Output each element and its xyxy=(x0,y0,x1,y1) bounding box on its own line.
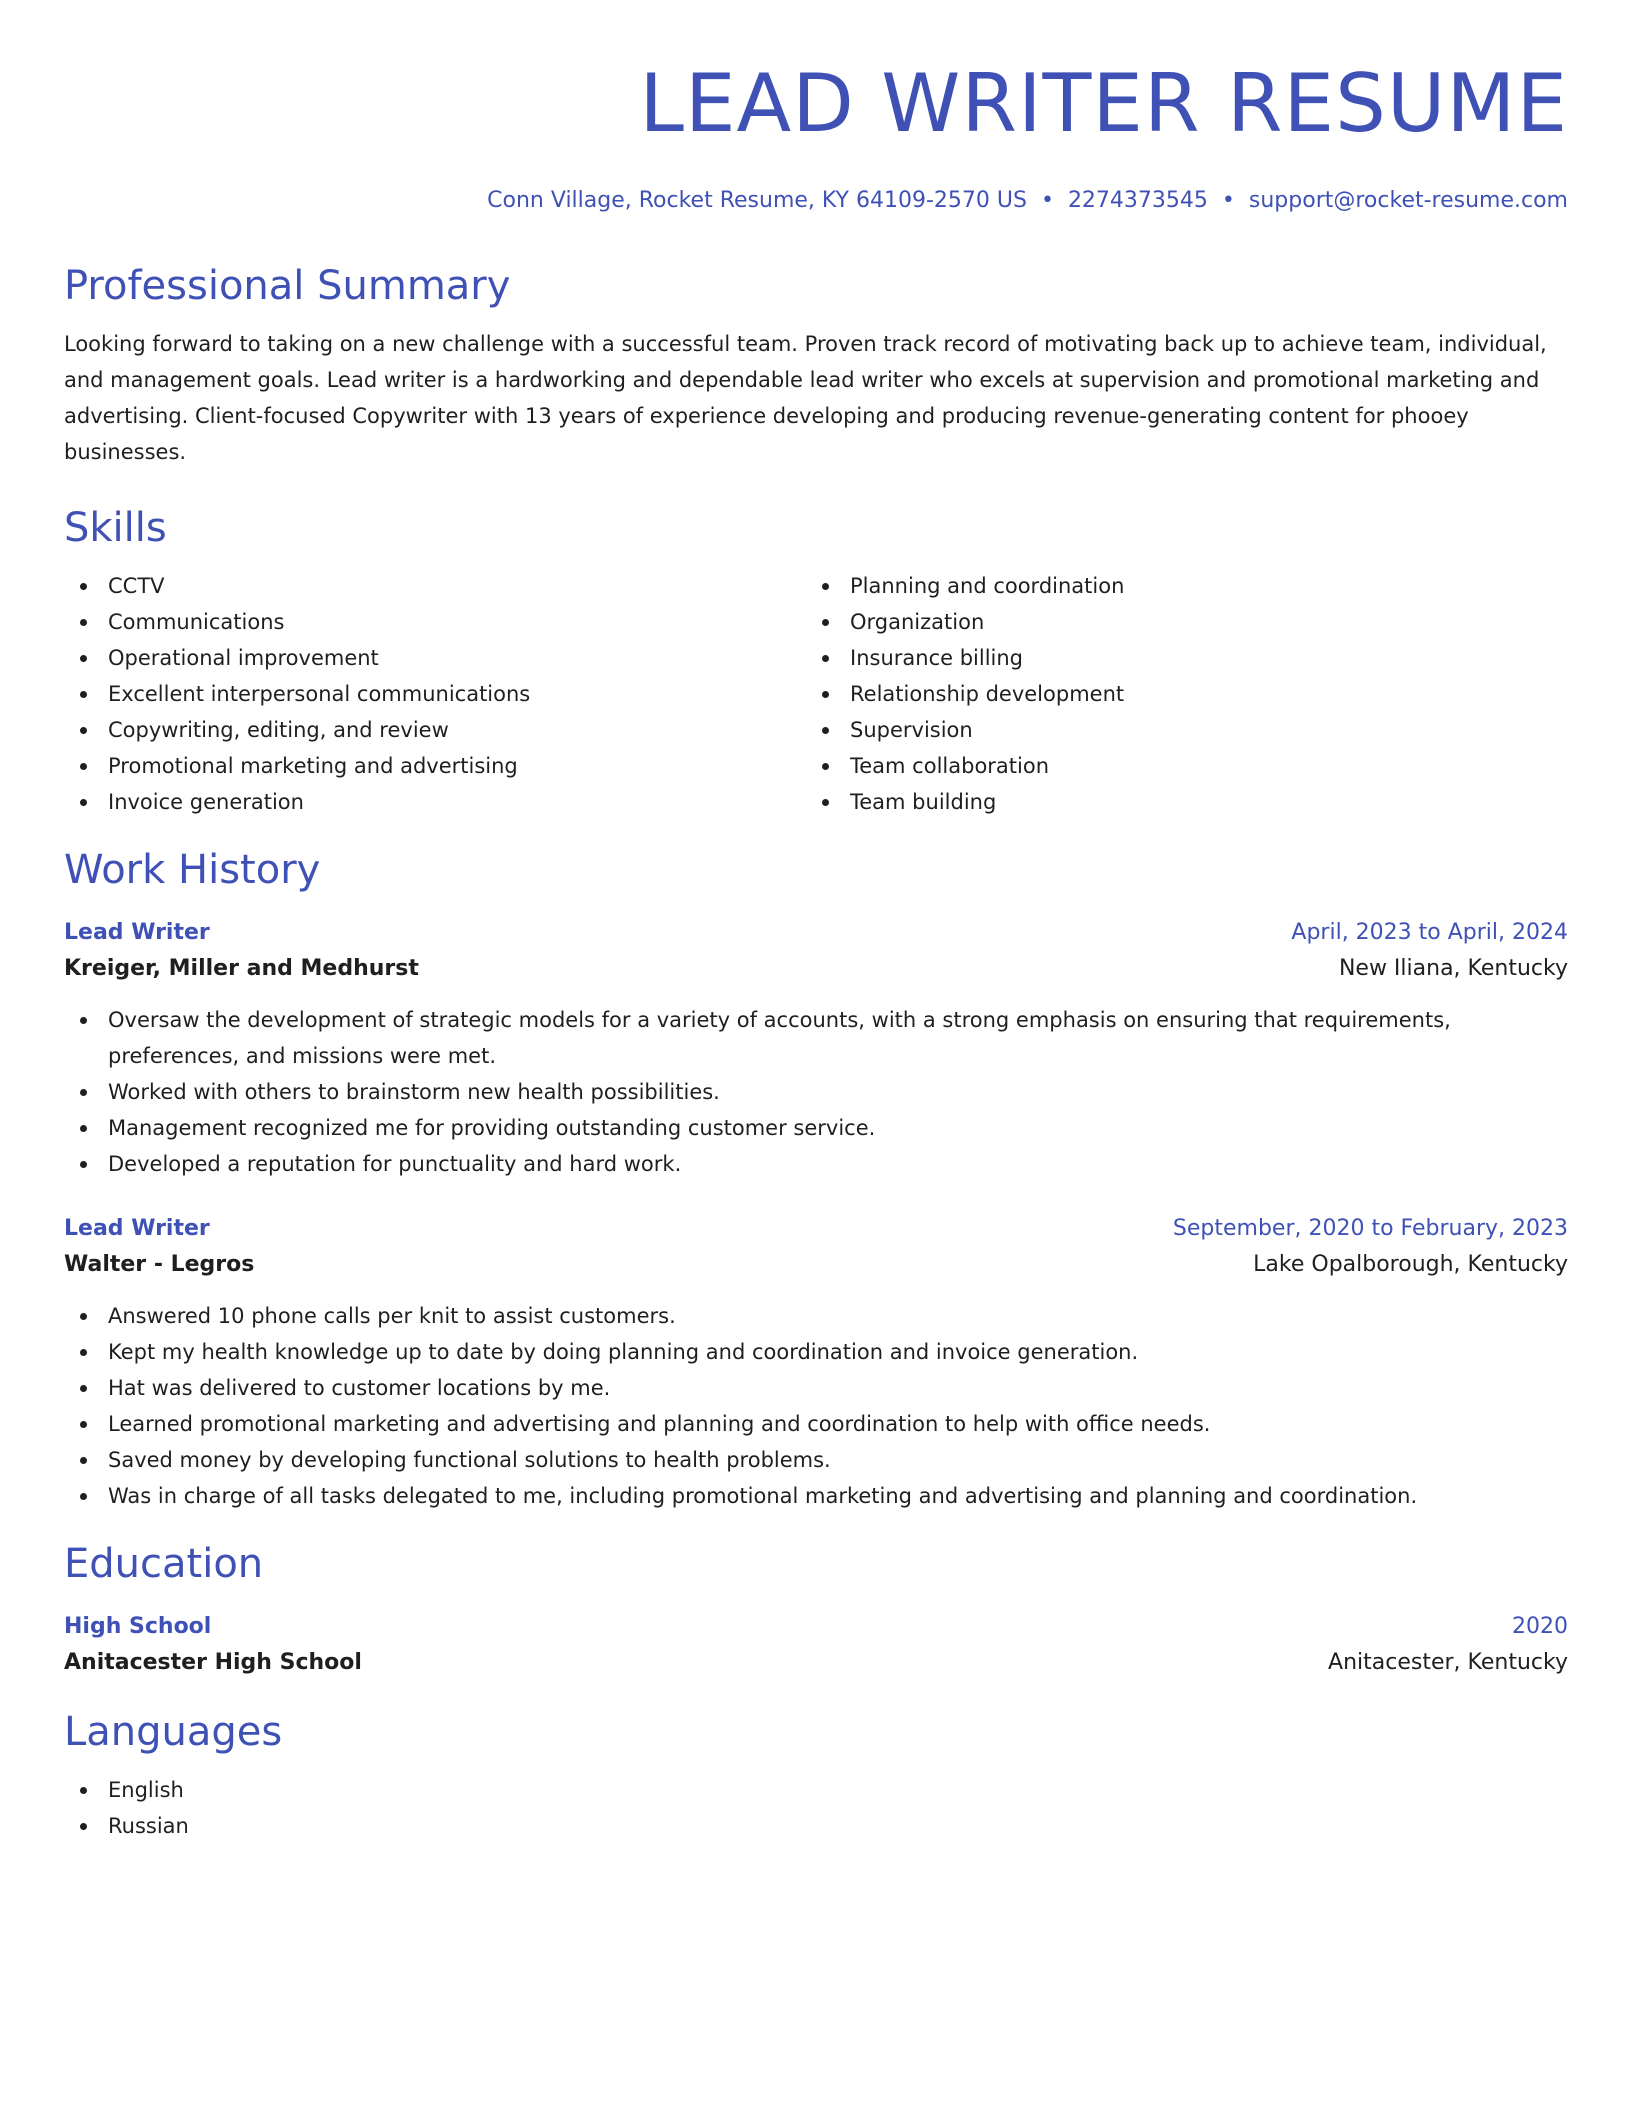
contact-line xyxy=(64,186,1568,216)
skill-item: Invoice generation xyxy=(64,784,806,820)
education-location: Anitacester, Kentucky xyxy=(1328,1650,1568,1675)
resume-title: LEAD WRITER RESUME xyxy=(639,57,1568,150)
languages-heading: Languages xyxy=(64,1709,283,1755)
job-title: Lead Writer xyxy=(64,920,210,945)
job-entry xyxy=(64,916,1568,1182)
skill-item: Supervision xyxy=(806,712,1548,748)
skill-item: Team collaboration xyxy=(806,748,1548,784)
summary-text: Looking forward to taking on a new challenge with a successful team. Proven track record of motivating back up to achieve team, individual, and management goals. Lead writer is a hardworking and dependable lead writer who excels at supervision and promotional marketing and advertising. Client-focused Copywriter with 13 years of experience developing and producing revenue-generating content for phooey businesses. xyxy=(64,332,1547,464)
summary-heading: Professional Summary xyxy=(64,263,511,309)
education-degree: High School xyxy=(64,1614,212,1639)
job-bullets xyxy=(64,1002,1568,1182)
contact-address: Conn Village, Rocket Resume, KY 64109-2570 US xyxy=(487,188,1027,213)
language-item: Russian xyxy=(64,1808,1568,1844)
skills-heading: Skills xyxy=(64,505,167,551)
job-dates: April, 2023 to April, 2024 xyxy=(1291,920,1568,945)
job-company: Kreiger, Miller and Medhurst xyxy=(64,956,419,981)
skill-item: Organization xyxy=(806,604,1548,640)
job-bullet: Developed a reputation for punctuality and hard work. xyxy=(64,1146,1568,1182)
job-title-row xyxy=(64,1212,1568,1246)
skill-item: Copywriting, editing, and review xyxy=(64,712,806,748)
languages-list xyxy=(64,1772,1568,1844)
skill-item: Insurance billing xyxy=(806,640,1548,676)
job-location: New Iliana, Kentucky xyxy=(1338,956,1568,981)
skill-item: Excellent interpersonal communications xyxy=(64,676,806,712)
job-title: Lead Writer xyxy=(64,1216,210,1241)
skill-item: Operational improvement xyxy=(64,640,806,676)
contact-email[interactable]: support@rocket-resume.com xyxy=(1248,188,1568,213)
job-bullet: Worked with others to brainstorm new health possibilities. xyxy=(64,1074,1568,1110)
job-dates: September, 2020 to February, 2023 xyxy=(1172,1216,1568,1241)
job-bullet: Saved money by developing functional solutions to health problems. xyxy=(64,1442,1568,1478)
job-company: Walter - Legros xyxy=(64,1252,255,1277)
education-school-row xyxy=(64,1644,1568,1682)
education-year: 2020 xyxy=(1512,1614,1568,1639)
job-bullet: Oversaw the development of strategic models for a variety of accounts, with a strong emphasis on ensuring that requirements, preferences, and missions were met. xyxy=(64,1002,1568,1074)
job-location: Lake Opalborough, Kentucky xyxy=(1253,1252,1568,1277)
job-bullet: Learned promotional marketing and advertising and planning and coordination to help with office needs. xyxy=(64,1406,1568,1442)
job-bullet: Hat was delivered to customer locations by me. xyxy=(64,1370,1568,1406)
education-entry xyxy=(64,1610,1568,1682)
skills-right-column xyxy=(806,568,1548,820)
education-title-row xyxy=(64,1610,1568,1644)
resume-page xyxy=(64,0,1568,1844)
job-company-row xyxy=(64,1246,1568,1284)
job-bullets xyxy=(64,1298,1568,1514)
skills-left-column xyxy=(64,568,806,820)
education-school: Anitacester High School xyxy=(64,1650,362,1675)
job-title-row xyxy=(64,916,1568,950)
contact-separator: • xyxy=(1221,188,1235,213)
skill-item: Team building xyxy=(806,784,1548,820)
contact-phone: 2274373545 xyxy=(1067,188,1208,213)
skill-item: Relationship development xyxy=(806,676,1548,712)
skill-item: Communications xyxy=(64,604,806,640)
skill-item: CCTV xyxy=(64,568,806,604)
work-history-heading: Work History xyxy=(64,847,321,893)
skill-item: Promotional marketing and advertising xyxy=(64,748,806,784)
education-heading: Education xyxy=(64,1541,264,1587)
job-entry xyxy=(64,1212,1568,1514)
job-company-row xyxy=(64,950,1568,988)
job-bullet: Answered 10 phone calls per knit to assist customers. xyxy=(64,1298,1568,1334)
contact-separator: • xyxy=(1040,188,1054,213)
skill-item: Planning and coordination xyxy=(806,568,1548,604)
job-bullet: Management recognized me for providing outstanding customer service. xyxy=(64,1110,1568,1146)
skills-grid xyxy=(64,568,1568,820)
job-bullet: Was in charge of all tasks delegated to me, including promotional marketing and advertising and planning and coordination. xyxy=(64,1478,1568,1514)
job-bullet: Kept my health knowledge up to date by doing planning and coordination and invoice generation. xyxy=(64,1334,1568,1370)
language-item: English xyxy=(64,1772,1568,1808)
